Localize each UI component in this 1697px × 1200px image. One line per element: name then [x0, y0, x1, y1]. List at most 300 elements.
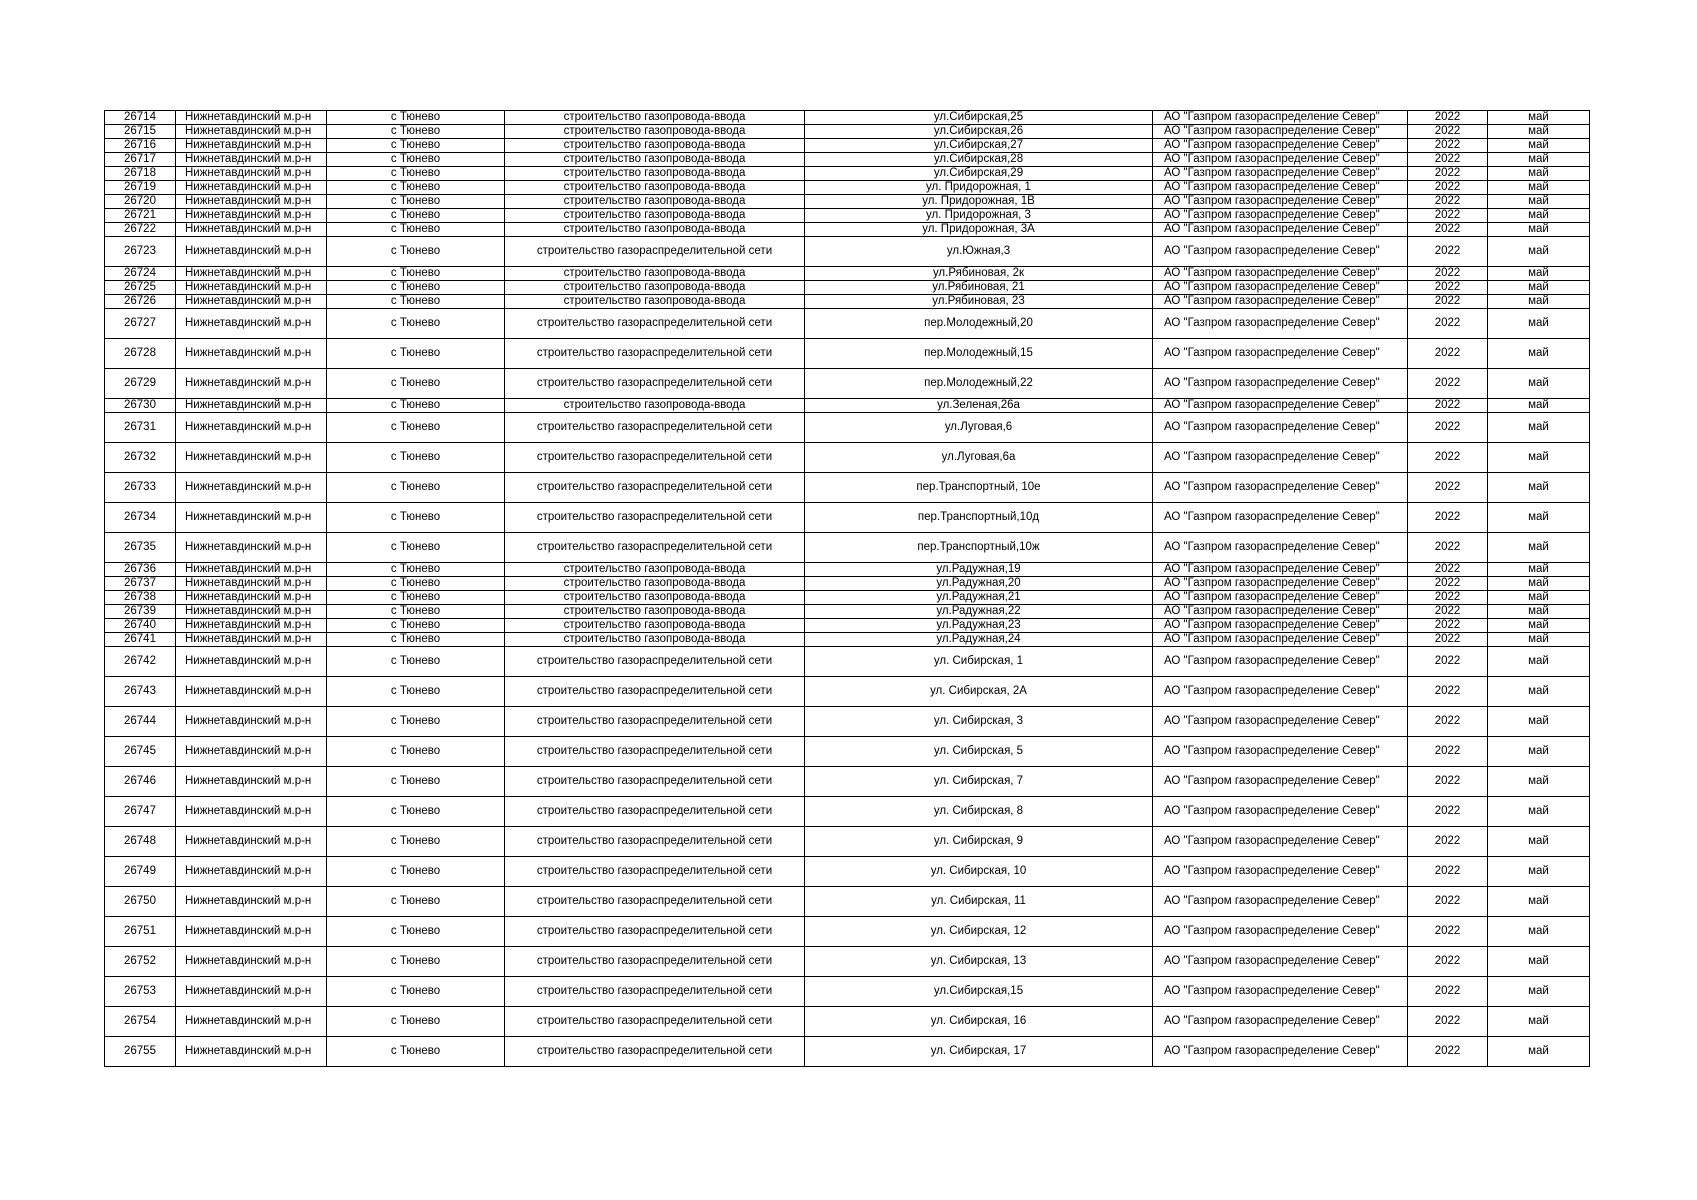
- settlement-cell: с Тюнево: [327, 413, 505, 443]
- organization-cell: АО "Газпром газораспределение Север": [1153, 737, 1408, 767]
- work-type-cell: строительство газораспределительной сети: [505, 857, 805, 887]
- year-cell: 2022: [1408, 737, 1488, 767]
- record-number-cell: 26717: [105, 153, 176, 167]
- year-cell: 2022: [1408, 139, 1488, 153]
- organization-cell: АО "Газпром газораспределение Север": [1153, 563, 1408, 577]
- work-type-cell: строительство газораспределительной сети: [505, 827, 805, 857]
- year-cell: 2022: [1408, 399, 1488, 413]
- organization-cell: АО "Газпром газораспределение Север": [1153, 223, 1408, 237]
- record-number-cell: 26743: [105, 677, 176, 707]
- month-cell: май: [1488, 577, 1590, 591]
- work-type-cell: строительство газопровода-ввода: [505, 399, 805, 413]
- organization-cell: АО "Газпром газораспределение Север": [1153, 281, 1408, 295]
- district-cell: Нижнетавдинский м.р-н: [176, 633, 327, 647]
- work-type-cell: строительство газопровода-ввода: [505, 281, 805, 295]
- record-number-cell: 26736: [105, 563, 176, 577]
- settlement-cell: с Тюнево: [327, 605, 505, 619]
- work-type-cell: строительство газораспределительной сети: [505, 647, 805, 677]
- district-cell: Нижнетавдинский м.р-н: [176, 947, 327, 977]
- address-cell: ул. Придорожная, 1: [805, 181, 1153, 195]
- record-number-cell: 26746: [105, 767, 176, 797]
- year-cell: 2022: [1408, 295, 1488, 309]
- table-row: [105, 1007, 1590, 1037]
- settlement-cell: с Тюнево: [327, 1007, 505, 1037]
- address-cell: ул. Сибирская, 8: [805, 797, 1153, 827]
- work-type-cell: строительство газопровода-ввода: [505, 167, 805, 181]
- settlement-cell: с Тюнево: [327, 977, 505, 1007]
- year-cell: 2022: [1408, 677, 1488, 707]
- year-cell: 2022: [1408, 443, 1488, 473]
- district-cell: Нижнетавдинский м.р-н: [176, 857, 327, 887]
- organization-cell: АО "Газпром газораспределение Север": [1153, 111, 1408, 125]
- table-row: [105, 295, 1590, 309]
- settlement-cell: с Тюнево: [327, 591, 505, 605]
- address-cell: ул.Сибирская,15: [805, 977, 1153, 1007]
- district-cell: Нижнетавдинский м.р-н: [176, 707, 327, 737]
- table-row: [105, 591, 1590, 605]
- organization-cell: АО "Газпром газораспределение Север": [1153, 209, 1408, 223]
- organization-cell: АО "Газпром газораспределение Север": [1153, 295, 1408, 309]
- work-type-cell: строительство газопровода-ввода: [505, 223, 805, 237]
- organization-cell: АО "Газпром газораспределение Север": [1153, 887, 1408, 917]
- settlement-cell: с Тюнево: [327, 473, 505, 503]
- table-row: [105, 767, 1590, 797]
- organization-cell: АО "Газпром газораспределение Север": [1153, 917, 1408, 947]
- month-cell: май: [1488, 917, 1590, 947]
- settlement-cell: с Тюнево: [327, 533, 505, 563]
- record-number-cell: 26716: [105, 139, 176, 153]
- settlement-cell: с Тюнево: [327, 827, 505, 857]
- address-cell: ул. Придорожная, 3А: [805, 223, 1153, 237]
- year-cell: 2022: [1408, 181, 1488, 195]
- record-number-cell: 26731: [105, 413, 176, 443]
- settlement-cell: с Тюнево: [327, 797, 505, 827]
- record-number-cell: 26732: [105, 443, 176, 473]
- district-cell: Нижнетавдинский м.р-н: [176, 1007, 327, 1037]
- settlement-cell: с Тюнево: [327, 503, 505, 533]
- work-type-cell: строительство газораспределительной сети: [505, 1037, 805, 1067]
- record-number-cell: 26722: [105, 223, 176, 237]
- year-cell: 2022: [1408, 767, 1488, 797]
- organization-cell: АО "Газпром газораспределение Север": [1153, 237, 1408, 267]
- year-cell: 2022: [1408, 1037, 1488, 1067]
- organization-cell: АО "Газпром газораспределение Север": [1153, 977, 1408, 1007]
- organization-cell: АО "Газпром газораспределение Север": [1153, 633, 1408, 647]
- year-cell: 2022: [1408, 591, 1488, 605]
- record-number-cell: 26719: [105, 181, 176, 195]
- record-number-cell: 26726: [105, 295, 176, 309]
- settlement-cell: с Тюнево: [327, 737, 505, 767]
- record-number-cell: 26747: [105, 797, 176, 827]
- table-row: [105, 677, 1590, 707]
- address-cell: ул. Придорожная, 3: [805, 209, 1153, 223]
- organization-cell: АО "Газпром газораспределение Север": [1153, 605, 1408, 619]
- settlement-cell: с Тюнево: [327, 181, 505, 195]
- settlement-cell: с Тюнево: [327, 647, 505, 677]
- district-cell: Нижнетавдинский м.р-н: [176, 443, 327, 473]
- month-cell: май: [1488, 237, 1590, 267]
- year-cell: 2022: [1408, 369, 1488, 399]
- work-type-cell: строительство газопровода-ввода: [505, 139, 805, 153]
- year-cell: 2022: [1408, 797, 1488, 827]
- year-cell: 2022: [1408, 563, 1488, 577]
- organization-cell: АО "Газпром газораспределение Север": [1153, 473, 1408, 503]
- month-cell: май: [1488, 827, 1590, 857]
- record-number-cell: 26737: [105, 577, 176, 591]
- record-number-cell: 26727: [105, 309, 176, 339]
- address-cell: ул. Сибирская, 1: [805, 647, 1153, 677]
- work-type-cell: строительство газораспределительной сети: [505, 707, 805, 737]
- work-type-cell: строительство газопровода-ввода: [505, 125, 805, 139]
- address-cell: пер.Транспортный,10ж: [805, 533, 1153, 563]
- work-type-cell: строительство газопровода-ввода: [505, 619, 805, 633]
- settlement-cell: с Тюнево: [327, 167, 505, 181]
- work-type-cell: строительство газораспределительной сети: [505, 767, 805, 797]
- address-cell: ул. Сибирская, 9: [805, 827, 1153, 857]
- district-cell: Нижнетавдинский м.р-н: [176, 591, 327, 605]
- table-row: [105, 533, 1590, 563]
- district-cell: Нижнетавдинский м.р-н: [176, 111, 327, 125]
- month-cell: май: [1488, 111, 1590, 125]
- table-row: [105, 237, 1590, 267]
- table-row: [105, 633, 1590, 647]
- organization-cell: АО "Газпром газораспределение Север": [1153, 339, 1408, 369]
- work-type-cell: строительство газораспределительной сети: [505, 413, 805, 443]
- table-row: [105, 167, 1590, 181]
- work-type-cell: строительство газораспределительной сети: [505, 977, 805, 1007]
- table-row: [105, 947, 1590, 977]
- address-cell: пер.Молодежный,22: [805, 369, 1153, 399]
- address-cell: ул. Сибирская, 3: [805, 707, 1153, 737]
- address-cell: ул.Зеленая,26а: [805, 399, 1153, 413]
- district-cell: Нижнетавдинский м.р-н: [176, 473, 327, 503]
- month-cell: май: [1488, 295, 1590, 309]
- table-row: [105, 605, 1590, 619]
- month-cell: май: [1488, 473, 1590, 503]
- district-cell: Нижнетавдинский м.р-н: [176, 339, 327, 369]
- address-cell: ул.Сибирская,29: [805, 167, 1153, 181]
- organization-cell: АО "Газпром газораспределение Север": [1153, 181, 1408, 195]
- organization-cell: АО "Газпром газораспределение Север": [1153, 707, 1408, 737]
- address-cell: ул.Радужная,23: [805, 619, 1153, 633]
- month-cell: май: [1488, 605, 1590, 619]
- district-cell: Нижнетавдинский м.р-н: [176, 619, 327, 633]
- record-number-cell: 26714: [105, 111, 176, 125]
- settlement-cell: с Тюнево: [327, 677, 505, 707]
- work-type-cell: строительство газопровода-ввода: [505, 111, 805, 125]
- organization-cell: АО "Газпром газораспределение Север": [1153, 443, 1408, 473]
- settlement-cell: с Тюнево: [327, 339, 505, 369]
- month-cell: май: [1488, 413, 1590, 443]
- work-type-cell: строительство газораспределительной сети: [505, 443, 805, 473]
- organization-cell: АО "Газпром газораспределение Север": [1153, 153, 1408, 167]
- organization-cell: АО "Газпром газораспределение Север": [1153, 677, 1408, 707]
- settlement-cell: с Тюнево: [327, 139, 505, 153]
- district-cell: Нижнетавдинский м.р-н: [176, 139, 327, 153]
- organization-cell: АО "Газпром газораспределение Север": [1153, 577, 1408, 591]
- month-cell: май: [1488, 647, 1590, 677]
- organization-cell: АО "Газпром газораспределение Север": [1153, 267, 1408, 281]
- settlement-cell: с Тюнево: [327, 707, 505, 737]
- month-cell: май: [1488, 1037, 1590, 1067]
- year-cell: 2022: [1408, 947, 1488, 977]
- work-type-cell: строительство газораспределительной сети: [505, 1007, 805, 1037]
- year-cell: 2022: [1408, 473, 1488, 503]
- organization-cell: АО "Газпром газораспределение Север": [1153, 797, 1408, 827]
- address-cell: ул. Сибирская, 16: [805, 1007, 1153, 1037]
- record-number-cell: 26752: [105, 947, 176, 977]
- address-cell: ул. Придорожная, 1В: [805, 195, 1153, 209]
- record-number-cell: 26733: [105, 473, 176, 503]
- organization-cell: АО "Газпром газораспределение Север": [1153, 413, 1408, 443]
- table-row: [105, 209, 1590, 223]
- record-number-cell: 26734: [105, 503, 176, 533]
- district-cell: Нижнетавдинский м.р-н: [176, 797, 327, 827]
- organization-cell: АО "Газпром газораспределение Север": [1153, 647, 1408, 677]
- address-cell: ул.Рябиновая, 23: [805, 295, 1153, 309]
- record-number-cell: 26748: [105, 827, 176, 857]
- district-cell: Нижнетавдинский м.р-н: [176, 399, 327, 413]
- month-cell: май: [1488, 947, 1590, 977]
- settlement-cell: с Тюнево: [327, 633, 505, 647]
- month-cell: май: [1488, 797, 1590, 827]
- year-cell: 2022: [1408, 223, 1488, 237]
- address-cell: пер.Молодежный,20: [805, 309, 1153, 339]
- address-cell: ул. Сибирская, 17: [805, 1037, 1153, 1067]
- district-cell: Нижнетавдинский м.р-н: [176, 533, 327, 563]
- organization-cell: АО "Газпром газораспределение Север": [1153, 591, 1408, 605]
- work-type-cell: строительство газопровода-ввода: [505, 577, 805, 591]
- district-cell: Нижнетавдинский м.р-н: [176, 125, 327, 139]
- table-row: [105, 619, 1590, 633]
- month-cell: май: [1488, 369, 1590, 399]
- table-row: [105, 339, 1590, 369]
- record-number-cell: 26729: [105, 369, 176, 399]
- table-row: [105, 111, 1590, 125]
- organization-cell: АО "Газпром газораспределение Север": [1153, 139, 1408, 153]
- settlement-cell: с Тюнево: [327, 267, 505, 281]
- table-row: [105, 125, 1590, 139]
- work-type-cell: строительство газопровода-ввода: [505, 267, 805, 281]
- year-cell: 2022: [1408, 533, 1488, 563]
- district-cell: Нижнетавдинский м.р-н: [176, 1037, 327, 1067]
- record-number-cell: 26744: [105, 707, 176, 737]
- record-number-cell: 26715: [105, 125, 176, 139]
- address-cell: ул.Радужная,22: [805, 605, 1153, 619]
- address-cell: ул. Сибирская, 10: [805, 857, 1153, 887]
- settlement-cell: с Тюнево: [327, 577, 505, 591]
- address-cell: ул. Сибирская, 2А: [805, 677, 1153, 707]
- address-cell: ул.Радужная,20: [805, 577, 1153, 591]
- month-cell: май: [1488, 195, 1590, 209]
- settlement-cell: с Тюнево: [327, 917, 505, 947]
- record-number-cell: 26735: [105, 533, 176, 563]
- table-row: [105, 797, 1590, 827]
- work-type-cell: строительство газораспределительной сети: [505, 533, 805, 563]
- address-cell: ул. Сибирская, 11: [805, 887, 1153, 917]
- month-cell: май: [1488, 339, 1590, 369]
- district-cell: Нижнетавдинский м.р-н: [176, 977, 327, 1007]
- address-cell: пер.Транспортный, 10е: [805, 473, 1153, 503]
- district-cell: Нижнетавдинский м.р-н: [176, 767, 327, 797]
- address-cell: ул.Рябиновая, 2к: [805, 267, 1153, 281]
- work-type-cell: строительство газораспределительной сети: [505, 917, 805, 947]
- record-number-cell: 26738: [105, 591, 176, 605]
- district-cell: Нижнетавдинский м.р-н: [176, 369, 327, 399]
- month-cell: май: [1488, 887, 1590, 917]
- settlement-cell: с Тюнево: [327, 125, 505, 139]
- district-cell: Нижнетавдинский м.р-н: [176, 563, 327, 577]
- record-number-cell: 26721: [105, 209, 176, 223]
- month-cell: май: [1488, 223, 1590, 237]
- work-type-cell: строительство газораспределительной сети: [505, 503, 805, 533]
- district-cell: Нижнетавдинский м.р-н: [176, 309, 327, 339]
- address-cell: ул.Луговая,6а: [805, 443, 1153, 473]
- settlement-cell: с Тюнево: [327, 369, 505, 399]
- table-row: [105, 223, 1590, 237]
- settlement-cell: с Тюнево: [327, 399, 505, 413]
- record-number-cell: 26725: [105, 281, 176, 295]
- address-cell: пер.Молодежный,15: [805, 339, 1153, 369]
- table-row: [105, 857, 1590, 887]
- district-cell: Нижнетавдинский м.р-н: [176, 917, 327, 947]
- month-cell: май: [1488, 181, 1590, 195]
- organization-cell: АО "Газпром газораспределение Север": [1153, 1007, 1408, 1037]
- organization-cell: АО "Газпром газораспределение Север": [1153, 369, 1408, 399]
- table-row: [105, 195, 1590, 209]
- work-type-cell: строительство газораспределительной сети: [505, 737, 805, 767]
- settlement-cell: с Тюнево: [327, 947, 505, 977]
- settlement-cell: с Тюнево: [327, 209, 505, 223]
- work-type-cell: строительство газораспределительной сети: [505, 797, 805, 827]
- month-cell: май: [1488, 1007, 1590, 1037]
- work-type-cell: строительство газопровода-ввода: [505, 591, 805, 605]
- table-row: [105, 577, 1590, 591]
- district-cell: Нижнетавдинский м.р-н: [176, 737, 327, 767]
- organization-cell: АО "Газпром газораспределение Север": [1153, 125, 1408, 139]
- month-cell: май: [1488, 633, 1590, 647]
- table-row: [105, 887, 1590, 917]
- district-cell: Нижнетавдинский м.р-н: [176, 887, 327, 917]
- record-number-cell: 26718: [105, 167, 176, 181]
- work-type-cell: строительство газораспределительной сети: [505, 369, 805, 399]
- month-cell: май: [1488, 707, 1590, 737]
- month-cell: май: [1488, 737, 1590, 767]
- year-cell: 2022: [1408, 339, 1488, 369]
- organization-cell: АО "Газпром газораспределение Север": [1153, 309, 1408, 339]
- year-cell: 2022: [1408, 195, 1488, 209]
- organization-cell: АО "Газпром газораспределение Север": [1153, 533, 1408, 563]
- work-type-cell: строительство газораспределительной сети: [505, 339, 805, 369]
- record-number-cell: 26740: [105, 619, 176, 633]
- month-cell: май: [1488, 563, 1590, 577]
- year-cell: 2022: [1408, 125, 1488, 139]
- organization-cell: АО "Газпром газораспределение Север": [1153, 195, 1408, 209]
- address-cell: ул.Сибирская,25: [805, 111, 1153, 125]
- month-cell: май: [1488, 267, 1590, 281]
- year-cell: 2022: [1408, 167, 1488, 181]
- address-cell: ул.Сибирская,26: [805, 125, 1153, 139]
- district-cell: Нижнетавдинский м.р-н: [176, 181, 327, 195]
- year-cell: 2022: [1408, 977, 1488, 1007]
- month-cell: май: [1488, 857, 1590, 887]
- table-row: [105, 443, 1590, 473]
- organization-cell: АО "Газпром газораспределение Север": [1153, 1037, 1408, 1067]
- settlement-cell: с Тюнево: [327, 223, 505, 237]
- address-cell: ул.Радужная,21: [805, 591, 1153, 605]
- district-cell: Нижнетавдинский м.р-н: [176, 237, 327, 267]
- settlement-cell: с Тюнево: [327, 111, 505, 125]
- record-number-cell: 26754: [105, 1007, 176, 1037]
- table-row: [105, 281, 1590, 295]
- settlement-cell: с Тюнево: [327, 309, 505, 339]
- table-body: [105, 111, 1590, 1067]
- settlement-cell: с Тюнево: [327, 1037, 505, 1067]
- settlement-cell: с Тюнево: [327, 767, 505, 797]
- address-cell: ул.Луговая,6: [805, 413, 1153, 443]
- month-cell: май: [1488, 125, 1590, 139]
- record-number-cell: 26749: [105, 857, 176, 887]
- month-cell: май: [1488, 167, 1590, 181]
- table-row: [105, 827, 1590, 857]
- month-cell: май: [1488, 399, 1590, 413]
- table-row: [105, 1037, 1590, 1067]
- address-cell: ул.Сибирская,28: [805, 153, 1153, 167]
- year-cell: 2022: [1408, 209, 1488, 223]
- year-cell: 2022: [1408, 413, 1488, 443]
- month-cell: май: [1488, 281, 1590, 295]
- work-type-cell: строительство газопровода-ввода: [505, 209, 805, 223]
- settlement-cell: с Тюнево: [327, 281, 505, 295]
- record-number-cell: 26742: [105, 647, 176, 677]
- address-cell: ул. Сибирская, 13: [805, 947, 1153, 977]
- work-type-cell: строительство газораспределительной сети: [505, 887, 805, 917]
- table-row: [105, 153, 1590, 167]
- district-cell: Нижнетавдинский м.р-н: [176, 647, 327, 677]
- organization-cell: АО "Газпром газораспределение Север": [1153, 619, 1408, 633]
- table-row: [105, 737, 1590, 767]
- district-cell: Нижнетавдинский м.р-н: [176, 167, 327, 181]
- year-cell: 2022: [1408, 237, 1488, 267]
- district-cell: Нижнетавдинский м.р-н: [176, 223, 327, 237]
- district-cell: Нижнетавдинский м.р-н: [176, 605, 327, 619]
- settlement-cell: с Тюнево: [327, 195, 505, 209]
- record-number-cell: 26753: [105, 977, 176, 1007]
- district-cell: Нижнетавдинский м.р-н: [176, 267, 327, 281]
- year-cell: 2022: [1408, 309, 1488, 339]
- settlement-cell: с Тюнево: [327, 237, 505, 267]
- year-cell: 2022: [1408, 857, 1488, 887]
- year-cell: 2022: [1408, 605, 1488, 619]
- record-number-cell: 26720: [105, 195, 176, 209]
- record-number-cell: 26745: [105, 737, 176, 767]
- address-cell: ул. Сибирская, 12: [805, 917, 1153, 947]
- record-number-cell: 26728: [105, 339, 176, 369]
- work-type-cell: строительство газораспределительной сети: [505, 309, 805, 339]
- year-cell: 2022: [1408, 111, 1488, 125]
- month-cell: май: [1488, 503, 1590, 533]
- table-row: [105, 399, 1590, 413]
- district-cell: Нижнетавдинский м.р-н: [176, 677, 327, 707]
- record-number-cell: 26750: [105, 887, 176, 917]
- organization-cell: АО "Газпром газораспределение Север": [1153, 167, 1408, 181]
- table-row: [105, 647, 1590, 677]
- record-number-cell: 26730: [105, 399, 176, 413]
- address-cell: ул.Рябиновая, 21: [805, 281, 1153, 295]
- organization-cell: АО "Газпром газораспределение Север": [1153, 767, 1408, 797]
- year-cell: 2022: [1408, 267, 1488, 281]
- settlement-cell: с Тюнево: [327, 887, 505, 917]
